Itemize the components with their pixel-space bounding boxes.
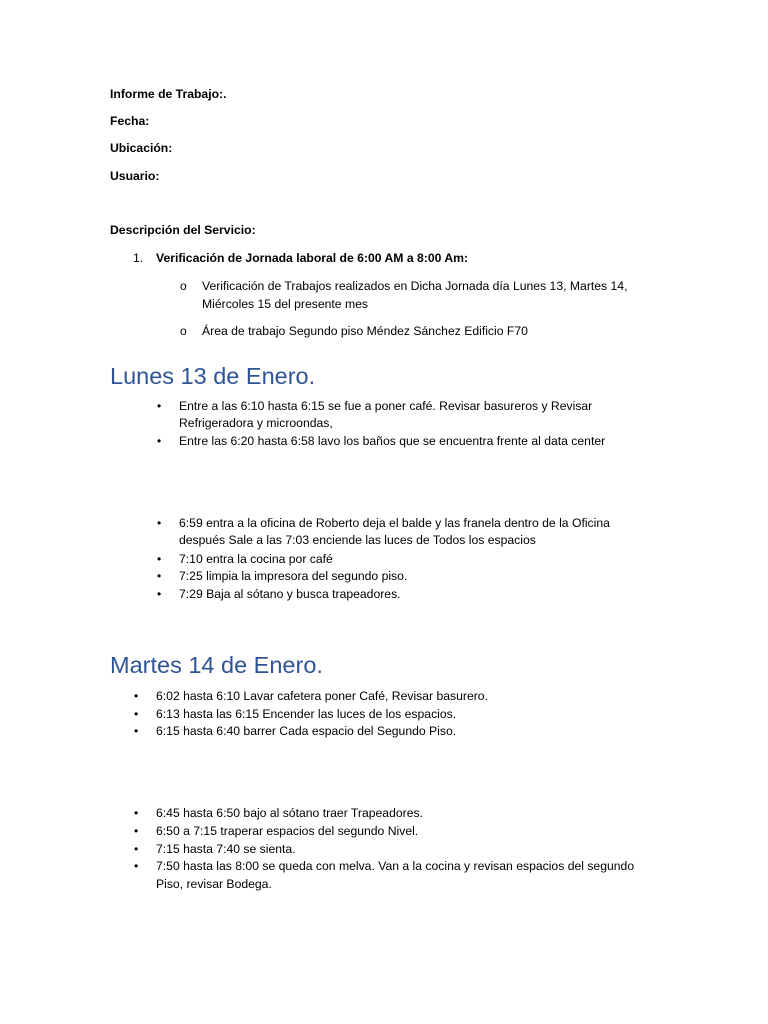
list-item: 7:25 limpia la impresora del segundo piso. [179, 569, 408, 583]
sub-item-text: Miércoles 15 del presente mes [202, 297, 368, 311]
circle-bullet-icon: o [180, 279, 187, 293]
bullet-icon: • [134, 806, 139, 820]
sub-item-text: Área de trabajo Segundo piso Méndez Sánchez Edificio F70 [202, 324, 528, 338]
list-item: 6:13 hasta las 6:15 Encender las luces de los espacios. [156, 707, 457, 721]
list-item: 6:59 entra a la oficina de Roberto deja el balde y las franela dentro de la Oficina [179, 516, 610, 530]
numbered-item-text: Verificación de Jornada laboral de 6:00 AM a 8:00 Am: [156, 251, 469, 265]
bullet-icon: • [134, 707, 139, 721]
report-title-label: Informe de Trabajo:. [110, 87, 227, 101]
list-item: 7:50 hasta las 8:00 se queda con melva. Van a la cocina y revisan espacios del segundo [156, 859, 635, 873]
bullet-icon: • [157, 552, 162, 566]
section-heading: Lunes 13 de Enero. [110, 363, 316, 389]
bullet-icon: • [134, 859, 139, 873]
list-item: Piso, revisar Bodega. [156, 877, 272, 891]
bullet-icon: • [134, 824, 139, 838]
date-label: Fecha: [110, 114, 150, 128]
list-item: 6:45 hasta 6:50 bajo al sótano traer Trapeadores. [156, 806, 423, 820]
location-label: Ubicación: [110, 141, 173, 155]
list-item: después Sale a las 7:03 enciende las luces de Todos los espacios [179, 533, 536, 547]
section-heading: Martes 14 de Enero. [110, 652, 323, 678]
bullet-icon: • [157, 434, 162, 448]
bullet-icon: • [157, 587, 162, 601]
list-item: Entre las 6:20 hasta 6:58 lavo los baños que se encuentra frente al data center [179, 434, 606, 448]
bullet-icon: • [134, 724, 139, 738]
list-item: 7:15 hasta 7:40 se sienta. [156, 842, 296, 856]
list-item: Refrigeradora y microondas, [179, 416, 333, 430]
bullet-icon: • [157, 516, 162, 530]
bullet-icon: • [134, 689, 139, 703]
list-item: 6:02 hasta 6:10 Lavar cafetera poner Café, Revisar basurero. [156, 689, 488, 703]
list-item: 7:10 entra la cocina por café [179, 552, 333, 566]
user-label: Usuario: [110, 169, 160, 183]
list-item: 7:29 Baja al sótano y busca trapeadores. [179, 587, 401, 601]
bullet-icon: • [134, 842, 139, 856]
list-item: 6:50 a 7:15 traperar espacios del segundo Nivel. [156, 824, 419, 838]
service-description-label: Descripción del Servicio: [110, 223, 256, 237]
circle-bullet-icon: o [180, 324, 187, 338]
sub-item-text: Verificación de Trabajos realizados en Dicha Jornada día Lunes 13, Martes 14, [202, 279, 628, 293]
bullet-icon: • [157, 569, 162, 583]
list-number: 1. [133, 251, 144, 265]
list-item: Entre a las 6:10 hasta 6:15 se fue a poner café. Revisar basureros y Revisar [179, 399, 593, 413]
bullet-icon: • [157, 399, 162, 413]
list-item: 6:15 hasta 6:40 barrer Cada espacio del Segundo Piso. [156, 724, 457, 738]
